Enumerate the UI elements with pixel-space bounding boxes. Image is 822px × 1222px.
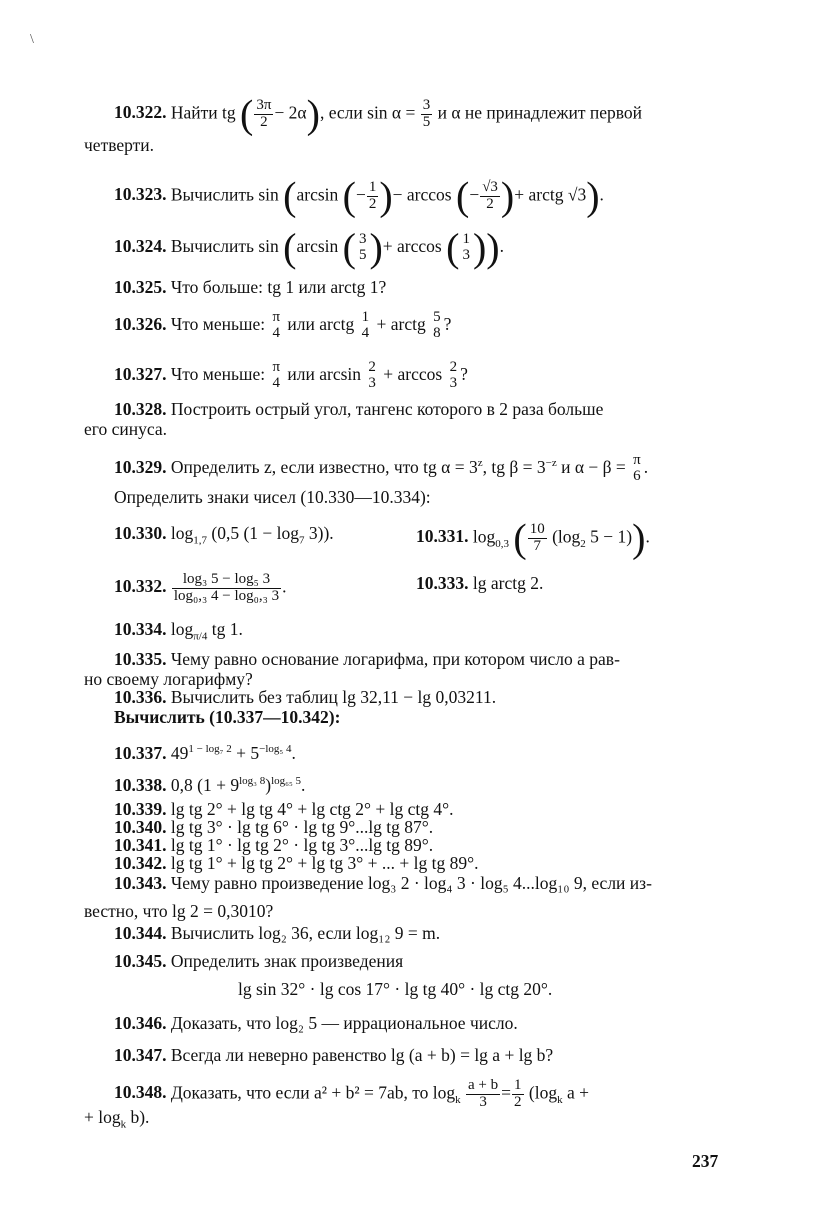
section-heading-calc: Вычислить (10.337—10.342): [114, 707, 341, 727]
problem-10-322: 10.322. Найти tg ( $\frac{3\pi}{2}$ − 2α), если sin α = $\frac{3}{5}$ и α не принадлежит первой [114, 91, 643, 137]
problem-10-330: 10.330. $\log_{1,7} (0,5$ $(1 - \log_7 3)$). [114, 523, 334, 547]
problem-10-325: 10.325. Что больше: tg 1 или arctg 1? [114, 277, 387, 297]
problem-10-348-cont: + $\log_k b$). [84, 1107, 150, 1131]
problem-10-337: 10.337. $49^{1 - log_7 2} + 5^{-log_5 4}$. [114, 742, 296, 763]
problem-10-347: 10.347. Всегда ли неверно равенство lg (a + b) = lg a + lg b? [114, 1045, 554, 1065]
section-heading-signs: Определить знаки чисел (10.330—10.334): [114, 487, 431, 507]
problem-10-348: 10.348. Доказать, что если a² + b² = 7ab, то $\log_k$ $\frac{a + b}{3}$ = $\frac{1}{2}$ ($\log_k$ a + [114, 1077, 589, 1110]
problem-10-341: 10.341. lg tg 1° · lg tg 2° · lg tg 3°...lg tg 89°. [114, 835, 434, 855]
problem-10-323: 10.323. Вычислить sin (arcsin (− $\frac{1}{2}$ )− arccos (− $\frac{√3}{2}$ )+ arctg √3). [114, 173, 604, 219]
problem-10-335-cont: но своему логарифму? [84, 669, 253, 689]
problem-10-328: 10.328. Построить острый угол, тангенс которого в 2 раза больше [114, 399, 604, 419]
problem-10-344: 10.344. Вычислить log₂ 36, если log₁₂ 9 = m. [114, 923, 441, 943]
page-number: 237 [692, 1151, 719, 1171]
problem-10-343: 10.343. Чему равно произведение log₃ 2 · log₄ 3 · log₅ 4...log₁₀ 9, если из- [114, 873, 652, 893]
problem-10-327: 10.327. Что меньше: π 4 или arcsin 2 3 + arccos 2 3 ? [114, 359, 468, 391]
problem-10-343-cont: вестно, что lg 2 = 0,3010? [84, 901, 274, 921]
problem-10-346: 10.346. Доказать, что log₂ 5 — иррациональное число. [114, 1013, 518, 1033]
problem-10-333: 10.333. lg arctg 2. [416, 573, 544, 593]
problem-10-334: 10.334. $\log_{\pi/4}$ tg 1. [114, 619, 243, 643]
problem-10-345: 10.345. Определить знак произведения [114, 951, 404, 971]
problem-10-329: 10.329. Определить z, если известно, что tg $\alpha = 3^z$, tg $\beta = 3^{-z}$ и α − β = π 6 . [114, 452, 649, 484]
problem-10-336: 10.336. Вычислить без таблиц lg 32,11 − lg 0,03211. [114, 687, 497, 707]
problem-10-342: 10.342. lg tg 1° + lg tg 2° + lg tg 3° + ... + lg tg 89°. [114, 853, 479, 873]
problem-10-339: 10.339. lg tg 2° + lg tg 4° + lg ctg 2° + lg ctg 4°. [114, 799, 454, 819]
problem-10-326: 10.326. Что меньше: π 4 или arctg 1 4 + arctg 5 8 ? [114, 309, 452, 341]
problem-10-345-cont: lg sin 32° · lg cos 17° · lg tg 40° · lg ctg 20°. [238, 979, 553, 999]
margin-mark: \ [30, 32, 34, 47]
problem-10-331: 10.331. $\log_{0,3}$ ( $\frac{10}{7}$ ($\log_2$ 5 − 1)). [416, 515, 650, 561]
problem-10-340: 10.340. lg tg 3° · lg tg 6° · lg tg 9°...lg tg 87°. [114, 817, 434, 837]
problem-10-328-cont: его синуса. [84, 419, 168, 439]
problem-10-324: 10.324. Вычислить sin (arcsin ( 3 5 )+ arccos ( 1 3 )). [114, 224, 504, 270]
problem-10-335: 10.335. Чему равно основание логарифма, при котором число a рав- [114, 649, 620, 669]
problem-10-332: 10.332. $\frac{\text{log₃ 5 − log₅ 3}}{\text{log₀,₃ 4 − log₀,₃ 3}}$ . [114, 571, 287, 604]
problem-10-322-cont: четверти. [84, 135, 155, 155]
problem-10-338: 10.338. 0,8 $(1 + 9^{log_3 8})^{log_{65} 5}$. [114, 774, 306, 795]
